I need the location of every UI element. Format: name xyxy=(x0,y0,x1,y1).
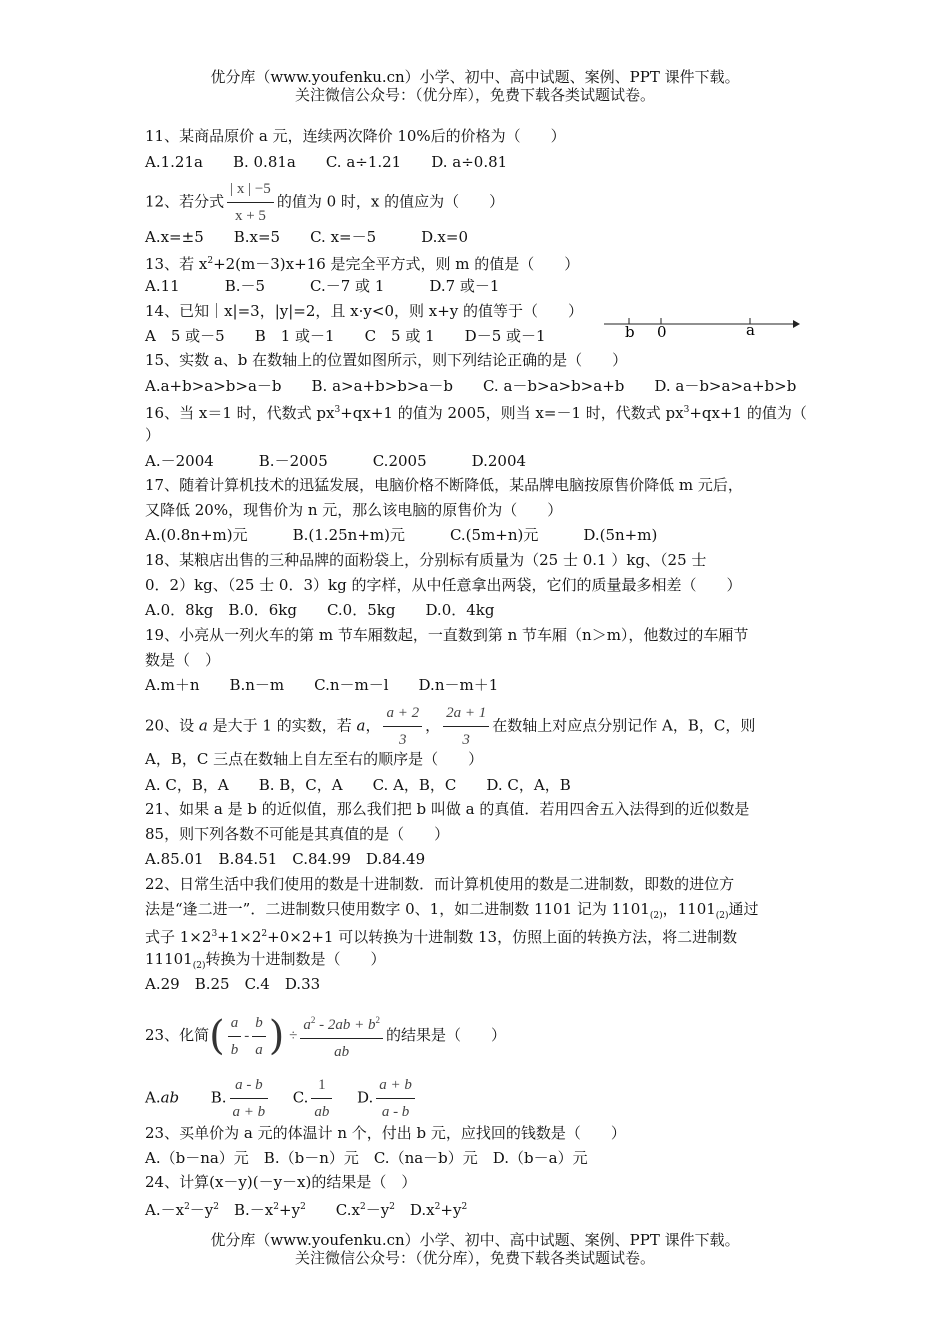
q24-opt-part-f: －y xyxy=(365,1201,390,1219)
q22-line-1: 22、日常生活中我们使用的数是十进制数．而计算机使用的数是二进制数，即数的进位方 xyxy=(145,875,735,893)
q20-f1-den: 3 xyxy=(399,732,407,748)
q23a-fraction-3 xyxy=(300,1009,383,1063)
q23a-f3-den: ab xyxy=(334,1044,350,1060)
q23a-f3-num xyxy=(300,1009,383,1039)
q23a-f2-den: a xyxy=(255,1041,263,1058)
q12-suffix: 的值为 0 时，x 的值应为（ ） xyxy=(276,192,505,211)
q24-sup-3: 2 xyxy=(273,1202,280,1212)
q23a-opt-c-den: ab xyxy=(314,1104,330,1120)
q22-line-3 xyxy=(145,925,737,946)
q13-text xyxy=(145,252,579,273)
q22-text-e: +1×2 xyxy=(217,928,262,946)
q13-sup: 2 xyxy=(207,256,214,266)
q20-fraction-2 xyxy=(443,702,489,751)
q23a-sup-1: 2 xyxy=(310,1015,316,1025)
q20-var-a: a xyxy=(198,716,208,735)
q23a-sup-2: 2 xyxy=(375,1015,380,1025)
label-0: 0 xyxy=(657,323,667,340)
q20-prefix-a: 20、设 xyxy=(145,716,195,735)
number-line-figure xyxy=(598,312,803,340)
q18-line-2: 0．2）kg、（25 士 0．3）kg 的字样，从中任意拿出两袋，它们的质量最多相差（ ） xyxy=(145,576,742,594)
q24-text: 24、计算(x－y)(－y－x)的结果是（ ） xyxy=(145,1173,417,1191)
q16-text-a: 16、当 x＝1 时，代数式 px xyxy=(145,404,335,422)
q23a-prefix: 23、化简 xyxy=(145,1026,210,1044)
q23a-opt-c-fraction xyxy=(311,1074,332,1123)
q18-options: A.0．8kg B.0．6kg C.0．5kg D.0．4kg xyxy=(145,601,495,619)
q22-text-g: 11101 xyxy=(145,950,193,968)
q18-line-1: 18、某粮店出售的三种品牌的面粉袋上，分别标有质量为（25 士 0.1 ）kg、（25 士 xyxy=(145,551,707,569)
header-line-2: 关注微信公众号：（优分库），免费下载各类试题试卷。 xyxy=(294,86,655,104)
q22-text-c: 通过 xyxy=(728,900,759,918)
label-a: a xyxy=(746,321,755,339)
q23a-opt-a: ab xyxy=(160,1088,180,1107)
q24-opt-part-h: +y xyxy=(440,1201,462,1219)
q24-opt-part-d: +y xyxy=(279,1201,301,1219)
q21-line-1: 21、如果 a 是 b 的近似值，那么我们把 b 叫做 a 的真值．若用四舍五入法得到的近似数是 xyxy=(145,800,750,818)
q23a-opt-b-fraction xyxy=(230,1074,269,1123)
q23a-minus: - xyxy=(244,1028,250,1044)
q23a-opt-c-label: C. xyxy=(292,1088,309,1107)
q22-options: A.29 B.25 C.4 D.33 xyxy=(145,975,321,993)
q24-sup-2: 2 xyxy=(213,1202,220,1212)
q23a-line xyxy=(145,1009,506,1063)
q12-options: A.x=±5 B.x=5 C. x=－5 D.x=0 xyxy=(145,228,468,246)
q20-f1-num: a + 2 xyxy=(383,702,422,727)
q22-sub-3: (2) xyxy=(192,961,206,971)
q16-options: A.－2004 B.－2005 C.2005 D.2004 xyxy=(145,452,527,470)
q24-sup-4: 2 xyxy=(300,1202,306,1212)
q16-line-2: ） xyxy=(145,426,161,444)
q22-text-d: 式子 1×2 xyxy=(145,928,212,946)
label-b: b xyxy=(625,323,635,340)
q23a-opt-d-den: a - b xyxy=(381,1104,410,1120)
q16-text-b: +qx+1 的值为 2005，则当 x=－1 时，代数式 px xyxy=(340,404,684,422)
q20-f2-num: 2a + 1 xyxy=(443,702,489,727)
q17-line-1: 17、随着计算机技术的迅猛发展，电脑价格不断降低，某品牌电脑按原售价降低 m 元后， xyxy=(145,476,743,494)
q22-line-4 xyxy=(145,950,385,975)
q20-comma-1: ， xyxy=(365,716,381,735)
q20-line-1 xyxy=(145,702,755,751)
q12-denominator: x + 5 xyxy=(234,208,266,224)
q24-opt-part-g: D.x xyxy=(394,1201,435,1219)
q22-line-2 xyxy=(145,900,759,925)
q23b-text: 23、买单价为 a 元的体温计 n 个，付出 b 元，应找回的钱数是（ ） xyxy=(145,1124,626,1142)
q22-text-h: 转换为十进制数是（ ） xyxy=(205,950,386,968)
paren-right-icon: ) xyxy=(268,1013,285,1059)
q23a-opt-d-label: D. xyxy=(356,1088,374,1107)
q12-text xyxy=(145,178,504,227)
q13-text-a: 13、若 x xyxy=(145,255,208,273)
q11-text: 11、某商品原价 a 元，连续两次降价 10%后的价格为（ ） xyxy=(145,127,566,145)
q23a-opt-c-num: 1 xyxy=(311,1074,332,1099)
q20-suffix: 在数轴上对应点分别记作 A，B，C，则 xyxy=(492,716,756,735)
q23a-options xyxy=(145,1074,418,1123)
q20-f2-den: 3 xyxy=(462,732,470,748)
q16-sup-1: 3 xyxy=(334,405,341,415)
q24-sup-7: 2 xyxy=(434,1202,441,1212)
q20-options: A. C，B，A B. B，C，A C. A，B，C D. C，A，B xyxy=(145,776,571,794)
q23a-opt-d-num: a + b xyxy=(376,1074,415,1099)
q11-options: A.1.21a B. 0.81a C. a÷1.21 D. a÷0.81 xyxy=(145,153,508,171)
q21-options: A.85.01 B.84.51 C.84.99 D.84.49 xyxy=(145,850,426,868)
q24-sup-6: 2 xyxy=(389,1202,395,1212)
q17-line-2: 又降低 20%，现售价为 n 元，那么该电脑的原售价为（ ） xyxy=(145,501,563,519)
q13-text-b: +2(m－3)x+16 是完全平方式，则 m 的值是（ ） xyxy=(213,255,580,273)
q23a-opt-b-den: a + b xyxy=(232,1104,266,1120)
q12-fraction xyxy=(227,178,274,227)
q22-text-a: 法是“逢二进一”．二进制数只使用数字 0、1，如二进制数 1101 记为 1101 xyxy=(145,900,650,918)
q13-options: A.11 B.－5 C.－7 或 1 D.7 或－1 xyxy=(145,277,500,295)
q20-var-a2: a xyxy=(356,716,366,735)
q23a-f3-num-a: a xyxy=(303,1017,311,1033)
q22-text-f: +0×2+1 可以转换为十进制数 13，仿照上面的转换方法，将二进制数 xyxy=(267,928,738,946)
footer-line-2: 关注微信公众号：（优分库），免费下载各类试题试卷。 xyxy=(294,1249,655,1267)
q24-opt-part-e: C.x xyxy=(305,1201,360,1219)
q23b-options: A.（b－na）元 B.（b－n）元 C.（na－b）元 D.（b－a）元 xyxy=(145,1149,588,1167)
q20-fraction-1 xyxy=(383,702,422,751)
q20-comma-2: ， xyxy=(425,716,441,735)
q14-options: A 5 或－5 B 1 或－1 C 5 或 1 D－5 或－1 xyxy=(145,327,546,345)
q23a-f1-den: b xyxy=(230,1041,239,1058)
q12-numerator: | x | −5 xyxy=(227,178,274,203)
q16-line-1 xyxy=(145,401,807,422)
q22-sup-1: 3 xyxy=(211,929,218,939)
q23a-opt-d-fraction xyxy=(376,1074,415,1123)
q15-text: 15、实数 a、b 在数轴上的位置如图所示，则下列结论正确的是（ ） xyxy=(145,351,628,369)
q20-prefix-b: 是大于 1 的实数，若 xyxy=(212,716,352,735)
q24-opt-part-a: A.－x xyxy=(145,1201,185,1219)
q23a-f3-num-b: - 2ab + b xyxy=(315,1017,376,1033)
q12-prefix: 12、若分式 xyxy=(145,192,225,211)
q17-options: A.(0.8n+m)元 B.(1.25n+m)元 C.(5m+n)元 D.(5n+m) xyxy=(145,526,658,544)
q21-line-2: 85，则下列各数不可能是其真值的是（ ） xyxy=(145,825,450,843)
q16-text-c: +qx+1 的值为（ xyxy=(689,404,807,422)
q19-options: A.m＋n B.n－m C.n－m－l D.n－m＋1 xyxy=(145,676,499,694)
q24-options xyxy=(145,1198,467,1219)
q23a-div: ÷ xyxy=(289,1028,298,1044)
q23a-opt-b-label: B. xyxy=(210,1088,227,1107)
q19-line-2: 数是（ ） xyxy=(145,651,221,669)
paren-left-icon: ( xyxy=(209,1013,225,1059)
q16-sup-2: 3 xyxy=(683,405,690,415)
q23a-fraction-1 xyxy=(228,1012,242,1061)
number-line-arrow-icon xyxy=(793,320,800,328)
q14-text: 14、已知｜x|=3，|y|=2，且 x·y<0，则 x+y 的值等于（ ） xyxy=(145,302,584,320)
q23a-opt-b-num: a - b xyxy=(230,1074,269,1099)
q23a-f1-num: a xyxy=(228,1012,242,1037)
q23a-suffix: 的结果是（ ） xyxy=(385,1026,506,1044)
q23a-opt-a-label: A. xyxy=(145,1088,161,1107)
q19-line-1: 19、小亮从一列火车的第 m 节车厢数起，一直数到第 n 节车厢（n＞m），他数过的车厢节 xyxy=(145,626,749,644)
q22-sub-2: (2) xyxy=(715,911,729,921)
header-line-1: 优分库（www.youfenku.cn）小学、初中、高中试题、案例、PPT 课件下载。 xyxy=(210,68,740,86)
q24-sup-1: 2 xyxy=(184,1202,190,1212)
q22-sup-2: 2 xyxy=(261,929,268,939)
q15-options: A.a+b>a>b>a－b B. a>a+b>b>a－b C. a－b>a>b>a+b D. a－b>a>a+b>b xyxy=(145,377,797,395)
q22-sub-1: (2) xyxy=(649,911,663,921)
q24-sup-5: 2 xyxy=(359,1202,366,1212)
q23a-fraction-2 xyxy=(252,1012,266,1061)
q24-sup-8: 2 xyxy=(461,1202,468,1212)
q22-text-b: ，1101 xyxy=(662,900,716,918)
q20-line-2: A，B，C 三点在数轴上自左至右的顺序是（ ） xyxy=(145,750,484,768)
q24-opt-part-c: B.－x xyxy=(219,1201,274,1219)
q23a-f2-num: b xyxy=(252,1012,266,1037)
q24-opt-part-b: －y xyxy=(189,1201,214,1219)
footer-line-1: 优分库（www.youfenku.cn）小学、初中、高中试题、案例、PPT 课件下载。 xyxy=(210,1231,740,1249)
